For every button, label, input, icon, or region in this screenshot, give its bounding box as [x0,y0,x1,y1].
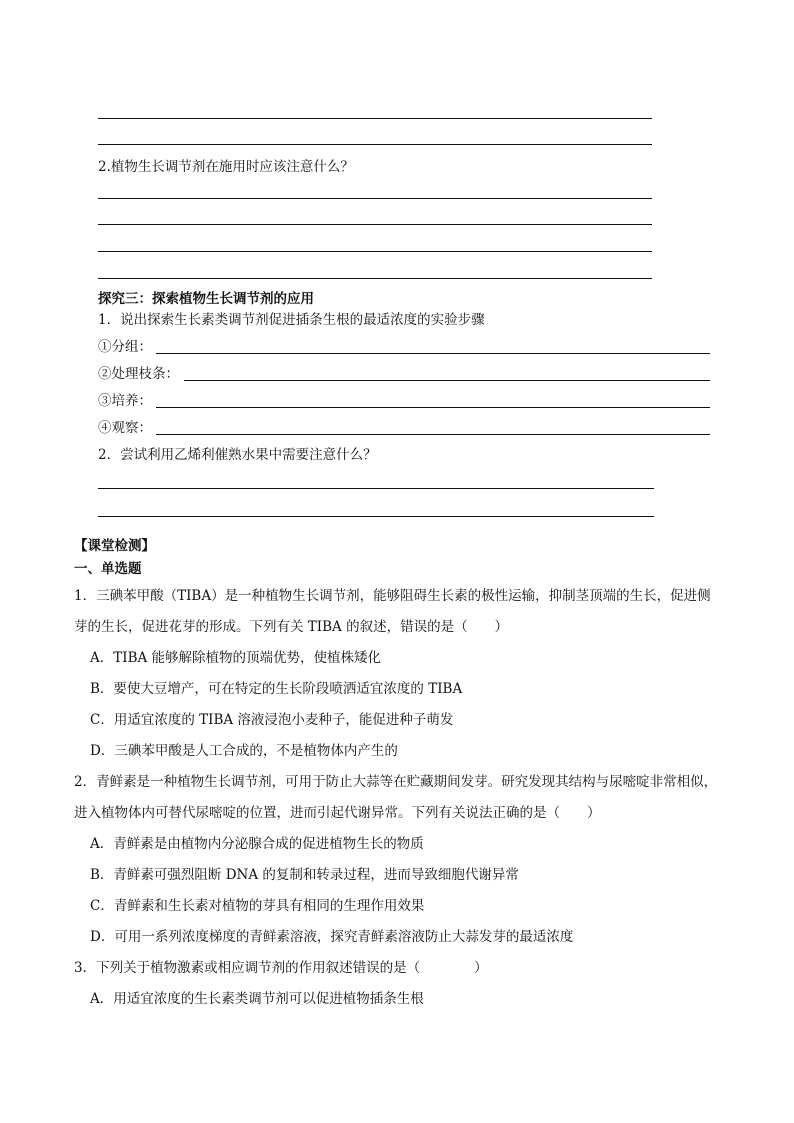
answer-line[interactable] [98,278,652,279]
question-2-stem: 2．青鲜素是一种植物生长调节剂，可用于防止大蒜等在贮藏期间发芽。研究发现其结构与尿嘧啶非常相似， [74,774,718,790]
answer-line[interactable] [184,380,710,381]
classroom-check-heading: 【课堂检测】 [74,538,155,554]
step-label: ②处理枝条： [98,366,179,382]
section-single-choice: 一、单选题 [74,561,142,577]
answer-line[interactable] [98,198,652,199]
answer-line[interactable] [98,144,652,145]
question-2-option-a[interactable]: A．青鲜素是由植物内分泌腺合成的促进植物生长的物质 [90,836,424,852]
question-1-option-a[interactable]: A．TIBA 能够解除植物的顶端优势，使植株矮化 [90,650,382,666]
question-2-option-b[interactable]: B．青鲜素可强烈阻断 DNA 的复制和转录过程，进而导致细胞代谢异常 [90,867,519,883]
answer-line[interactable] [98,516,654,517]
explore-3-question-2: 2．尝试利用乙烯利催熟水果中需要注意什么？ [98,447,377,463]
question-2-stem-cont: 进入植物体内可替代尿嘧啶的位置，进而引起代谢异常。下列有关说法正确的是（ ） [74,805,601,821]
step-label: ①分组： [98,339,152,355]
question-2-prompt: 2.植物生长调节剂在施用时应该注意什么？ [98,159,354,175]
step-label: ④观察： [98,420,152,436]
question-1-option-d[interactable]: D．三碘苯甲酸是人工合成的，不是植物体内产生的 [90,743,398,759]
question-2-option-d[interactable]: D．可用一系列浓度梯度的青鲜素溶液，探究青鲜素溶液防止大蒜发芽的最适浓度 [90,929,574,945]
answer-line[interactable] [98,251,652,252]
question-3-stem: 3．下列关于植物激素或相应调节剂的作用叙述错误的是（ ） [74,960,488,976]
question-1-stem-cont: 芽的生长，促进花芽的形成。下列有关 TIBA 的叙述，错误的是（ ） [74,619,509,635]
answer-line[interactable] [98,224,652,225]
answer-line[interactable] [156,353,710,354]
question-2-option-c[interactable]: C．青鲜素和生长素对植物的芽具有相同的生理作用效果 [90,898,425,914]
answer-line[interactable] [98,118,652,119]
answer-line[interactable] [98,488,654,489]
explore-3-question-1: 1．说出探索生长素类调节剂促进插条生根的最适浓度的实验步骤 [98,312,485,328]
answer-line[interactable] [156,407,710,408]
explore-3-title: 探究三：探索植物生长调节剂的应用 [98,291,314,307]
step-label: ③培养： [98,393,152,409]
question-3-option-a[interactable]: A．用适宜浓度的生长素类调节剂可以促进植物插条生根 [90,991,424,1007]
answer-line[interactable] [156,434,710,435]
question-1-stem: 1．三碘苯甲酸（TIBA）是一种植物生长调节剂，能够阻碍生长素的极性运输，抑制茎顶端的生长，促进侧 [74,588,711,604]
question-1-option-c[interactable]: C．用适宜浓度的 TIBA 溶液浸泡小麦种子，能促进种子萌发 [90,712,454,728]
question-1-option-b[interactable]: B．要使大豆增产，可在特定的生长阶段喷洒适宜浓度的 TIBA [90,681,463,697]
